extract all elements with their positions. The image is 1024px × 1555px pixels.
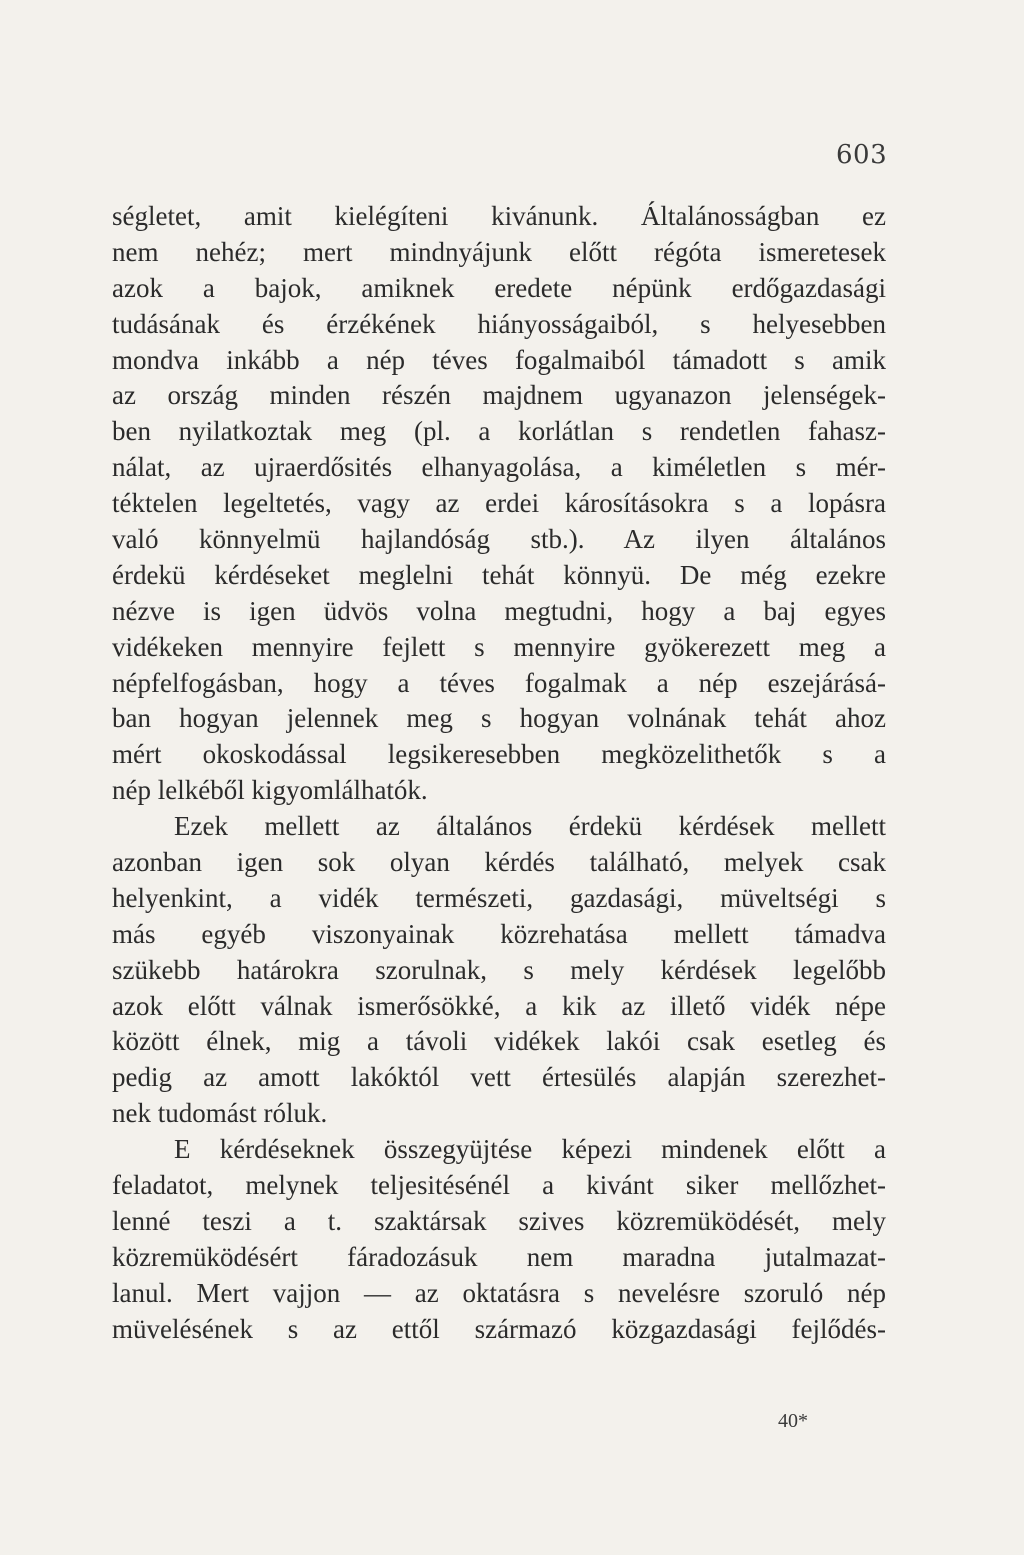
text-line: mért okoskodással legsikeresebben megközelithetők s a [112, 739, 886, 770]
text-line: feladatot, melynek teljesitésénél a kivánt siker mellőzhet- [112, 1170, 886, 1201]
text-line: érdekü kérdéseket meglelni tehát könnyü. De még ezekre [112, 559, 886, 590]
printer-signature-mark: 40* [778, 1410, 808, 1432]
text-line: mondva inkább a nép téves fogalmaiból támadott s amik [112, 344, 886, 375]
text-line: téktelen legeltetés, vagy az erdei károsításokra s a lopásra [112, 488, 886, 519]
text-line: nek tudomást róluk. [112, 1098, 328, 1129]
text-line: lenné teszi a t. szaktársak szives közremüködését, mely [112, 1205, 886, 1236]
text-line: azok előtt válnak ismerősökké, a kik az illető vidék népe [112, 990, 886, 1021]
text-line: nézve is igen üdvös volna megtudni, hogy a baj egyes [112, 595, 886, 626]
text-line: nálat, az ujraerdősités elhanyagolása, a kiméletlen s mér- [112, 452, 886, 483]
page-number: 603 [836, 140, 888, 170]
text-line: szükebb határokra szorulnak, s mely kérdések legelőbb [112, 954, 886, 985]
text-line: ban hogyan jelennek meg s hogyan volnának tehát ahoz [112, 703, 886, 734]
text-line: tudásának és érzékének hiányosságaiból, s helyesebben [112, 308, 886, 339]
text-line: nép lelkéből kigyomlálhatók. [112, 775, 428, 806]
text-line: közremüködésért fáradozásuk nem maradna jutalmazat- [112, 1241, 886, 1272]
text-line: az ország minden részén majdnem ugyanazon jelenségek- [112, 380, 886, 411]
text-line: más egyéb viszonyainak közrehatása mellett támadva [112, 918, 886, 949]
text-line: nem nehéz; mert mindnyájunk előtt régóta ismeretesek [112, 236, 886, 267]
text-line: Ezek mellett az általános érdekü kérdések mellett [174, 811, 886, 842]
text-line: vidékeken mennyire fejlett s mennyire gyökerezett meg a [112, 631, 886, 662]
text-line: között élnek, mig a távoli vidékek lakói csak esetleg és [112, 1026, 886, 1057]
text-line: helyenkint, a vidék természeti, gazdasági, müveltségi s [112, 882, 886, 913]
text-line: lanul. Mert vajjon — az oktatásra s nevelésre szoruló nép [112, 1277, 886, 1308]
text-line: népfelfogásban, hogy a téves fogalmak a nép eszejárásá- [112, 667, 886, 698]
text-line: pedig az amott lakóktól vett értesülés alapján szerezhet- [112, 1062, 886, 1093]
text-line: müvelésének s az ettől származó közgazdasági fejlődés- [112, 1313, 886, 1344]
text-line: E kérdéseknek összegyüjtése képezi mindenek előtt a [174, 1134, 886, 1165]
body-text [112, 199, 886, 1348]
text-line: ségletet, amit kielégíteni kivánunk. Általánosságban ez [112, 201, 886, 231]
text-line: azok a bajok, amiknek eredete népünk erdőgazdasági [112, 272, 886, 303]
text-line: ben nyilatkoztak meg (pl. a korlátlan s rendetlen fahasz- [112, 416, 886, 447]
text-line: azonban igen sok olyan kérdés található, melyek csak [112, 847, 886, 878]
text-line: való könnyelmü hajlandóság stb.). Az ilyen általános [112, 524, 886, 555]
